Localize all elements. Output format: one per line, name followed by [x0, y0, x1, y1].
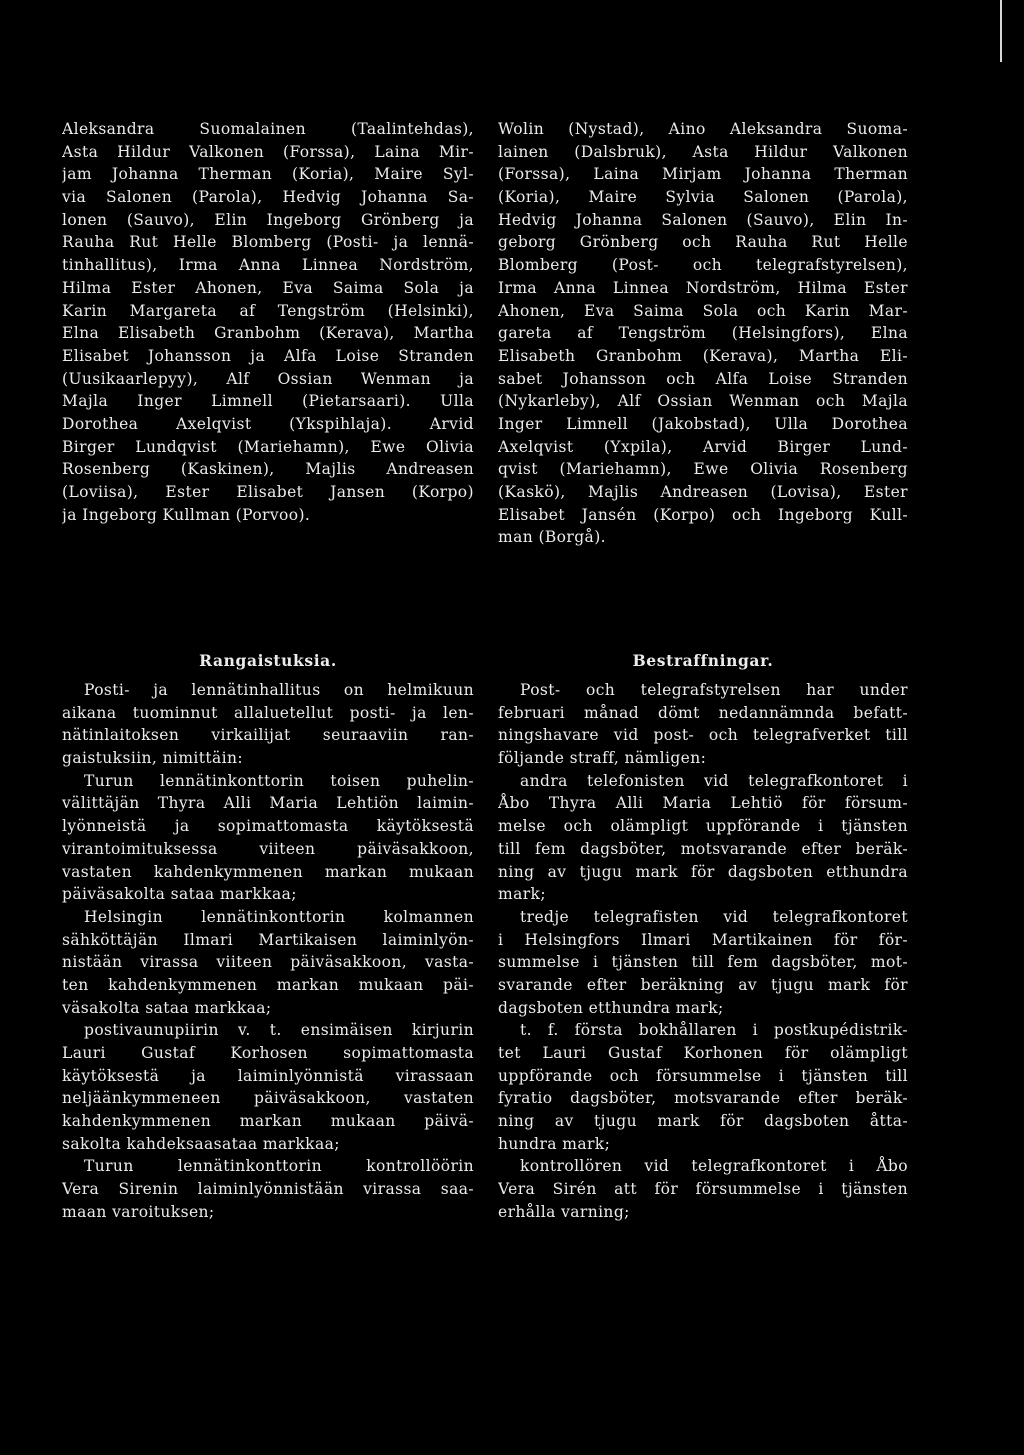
text-line: ten kahdenkymmenen markan mukaan päi-	[62, 975, 474, 994]
text-line: lonen (Sauvo), Elin Ingeborg Grönberg ja	[62, 210, 474, 229]
text-line: Blomberg (Post- och telegrafstyrelsen),	[498, 256, 908, 275]
text-line: dagsboten etthundra mark;	[498, 998, 724, 1017]
text-line: ja Ingeborg Kullman (Porvoo).	[62, 505, 311, 524]
text-line: jam Johanna Therman (Koria), Maire Syl-	[62, 165, 474, 184]
text-line: Aleksandra Suomalainen (Taalintehdas),	[62, 120, 474, 138]
section-heading-finnish: Rangaistuksia.	[199, 651, 337, 670]
text-line: Lauri Gustaf Korhosen sopimattomasta	[62, 1044, 474, 1062]
text-line: Åbo Thyra Alli Maria Lehtiö för försum-	[498, 794, 908, 813]
text-line: virantoimituksessa viiteen päiväsakkoon,	[62, 839, 474, 858]
text-line: Rosenberg (Kaskinen), Majlis Andreasen	[62, 460, 474, 479]
text-line: summelse i tjänsten till fem dagsböter, mot-	[498, 953, 908, 972]
text-line: Inger Limnell (Jakobstad), Ulla Dorothea	[498, 414, 908, 433]
text-line: Karin Margareta af Tengström (Helsinki),	[62, 301, 474, 320]
text-line: vastaten kahdenkymmenen markan mukaan	[62, 862, 474, 881]
text-line: Asta Hildur Valkonen (Forssa), Laina Mir-	[62, 142, 474, 161]
text-line: lainen (Dalsbruk), Asta Hildur Valkonen	[498, 142, 908, 161]
text-line: välittäjän Thyra Alli Maria Lehtiön laimin-	[62, 794, 474, 813]
swedish-names-column	[498, 118, 908, 549]
text-line: i Helsingfors Ilmari Martikainen för för-	[498, 930, 908, 949]
swedish-penalties-column	[498, 679, 908, 1224]
text-line: gareta af Tengström (Helsingfors), Elna	[498, 324, 908, 343]
text-line: Elisabet Johansson ja Alfa Loise Stranden	[62, 346, 474, 365]
text-line: ning av tjugu mark för dagsboten etthundra	[498, 862, 908, 881]
text-line: sakolta kahdeksaasataa markkaa;	[62, 1134, 340, 1153]
text-line: Turun lennätinkonttorin toisen puhelin-	[84, 771, 474, 790]
text-line: melse och olämpligt uppförande i tjänsten	[498, 817, 908, 836]
text-line: postivaunupiirin v. t. ensimäisen kirjurin	[84, 1021, 474, 1040]
text-line: tet Lauri Gustaf Korhonen för olämpligt	[498, 1044, 908, 1062]
text-line: (Forssa), Laina Mirjam Johanna Therman	[498, 165, 908, 184]
text-line: neljäänkymmeneen päiväsakkoon, vastaten	[62, 1089, 474, 1108]
text-line: aikana tuominnut allaluetellut posti- ja len-	[62, 703, 474, 722]
text-line: Dorothea Axelqvist (Ykspihlaja). Arvid	[62, 414, 474, 433]
text-line: följande straff, nämligen:	[498, 749, 707, 768]
text-line: geborg Grönberg och Rauha Rut Helle	[498, 233, 908, 252]
text-line: tredje telegrafisten vid telegrafkontoret	[520, 907, 908, 926]
text-line: erhålla varning;	[498, 1202, 630, 1221]
text-line: gaistuksiin, nimittäin:	[62, 749, 244, 768]
text-line: Turun lennätinkonttorin kontrollöörin	[84, 1157, 474, 1176]
text-line: (Loviisa), Ester Elisabet Jansen (Korpo)	[62, 483, 474, 501]
text-line: kontrollören vid telegrafkontoret i Åbo	[520, 1157, 908, 1176]
finnish-penalties-column	[62, 679, 474, 1224]
text-line: Elisabeth Granbohm (Kerava), Martha Eli-	[498, 346, 908, 365]
text-line: ningshavare vid post- och telegrafverket till	[498, 726, 908, 745]
text-line: Birger Lundqvist (Mariehamn), Ewe Olivia	[62, 437, 474, 456]
text-line: via Salonen (Parola), Hedvig Johanna Sa-	[62, 188, 474, 207]
text-line: nätinlaitoksen virkailijat seuraaviin ran-	[62, 726, 474, 745]
text-line: Vera Sirén att för försummelse i tjänsten	[498, 1180, 908, 1199]
text-line: Hedvig Johanna Salonen (Sauvo), Elin In-	[498, 210, 908, 229]
text-line: sähköttäjän Ilmari Martikaisen laiminlyön-	[62, 930, 474, 949]
text-line: (Kaskö), Majlis Andreasen (Lovisa), Ester	[498, 483, 908, 501]
text-line: Post- och telegrafstyrelsen har under	[520, 681, 908, 699]
text-line: käytöksestä ja laiminlyönnistä virassaan	[62, 1066, 474, 1085]
text-line: Rauha Rut Helle Blomberg (Posti- ja lennä-	[62, 233, 474, 252]
text-line: Irma Anna Linnea Nordström, Hilma Ester	[498, 278, 908, 297]
text-line: lyönneistä ja sopimattomasta käytöksestä	[62, 817, 474, 836]
text-line: mark;	[498, 885, 546, 904]
text-line: t. f. första bokhållaren i postkupédistrik-	[520, 1021, 908, 1040]
text-line: Axelqvist (Yxpila), Arvid Birger Lund-	[498, 437, 908, 456]
text-line: Wolin (Nystad), Aino Aleksandra Suoma-	[498, 120, 908, 138]
text-line: Ahonen, Eva Saima Sola och Karin Mar-	[498, 301, 908, 320]
text-line: hundra mark;	[498, 1134, 611, 1153]
text-line: qvist (Mariehamn), Ewe Olivia Rosenberg	[498, 460, 908, 479]
text-line: andra telefonisten vid telegrafkontoret i	[520, 771, 908, 790]
text-line: nistään virassa viiteen päiväsakkoon, vasta-	[62, 953, 474, 972]
text-line: Elna Elisabeth Granbohm (Kerava), Martha	[62, 324, 474, 343]
text-line: svarande efter beräkning av tjugu mark för	[498, 975, 908, 994]
text-line: fyratio dagsböter, motsvarande efter beräk-	[498, 1089, 908, 1108]
text-line: (Uusikaarlepyy), Alf Ossian Wenman ja	[62, 369, 474, 388]
finnish-names-column	[62, 118, 474, 526]
text-line: man (Borgå).	[498, 528, 606, 547]
section-heading-swedish: Bestraffningar.	[632, 651, 774, 670]
text-line: päiväsakolta sataa markkaa;	[62, 885, 297, 904]
text-line: Vera Sirenin laiminlyönnistään virassa saa-	[62, 1180, 474, 1199]
page-edge-rule	[1000, 0, 1002, 62]
text-line: (Nykarleby), Alf Ossian Wenman och Majla	[498, 392, 908, 411]
text-line: (Koria), Maire Sylvia Salonen (Parola),	[498, 188, 908, 207]
text-line: Posti- ja lennätinhallitus on helmikuun	[84, 681, 474, 699]
text-line: februari månad dömt nedannämnda befatt-	[498, 703, 908, 722]
text-line: tinhallitus), Irma Anna Linnea Nordström,	[62, 256, 474, 275]
text-line: kahdenkymmenen markan mukaan päivä-	[62, 1112, 474, 1131]
text-line: uppförande och försummelse i tjänsten till	[498, 1066, 908, 1085]
text-line: Helsingin lennätinkonttorin kolmannen	[84, 907, 474, 926]
text-line: väsakolta sataa markkaa;	[62, 998, 272, 1017]
text-line: Majla Inger Limnell (Pietarsaari). Ulla	[62, 392, 474, 411]
text-line: till fem dagsböter, motsvarande efter beräk-	[498, 839, 908, 858]
text-line: Elisabet Jansén (Korpo) och Ingeborg Kull-	[498, 505, 908, 524]
text-line: sabet Johansson och Alfa Loise Stranden	[498, 369, 908, 388]
text-line: ning av tjugu mark för dagsboten åtta-	[498, 1112, 908, 1131]
text-line: maan varoituksen;	[62, 1202, 215, 1221]
text-line: Hilma Ester Ahonen, Eva Saima Sola ja	[62, 278, 474, 297]
